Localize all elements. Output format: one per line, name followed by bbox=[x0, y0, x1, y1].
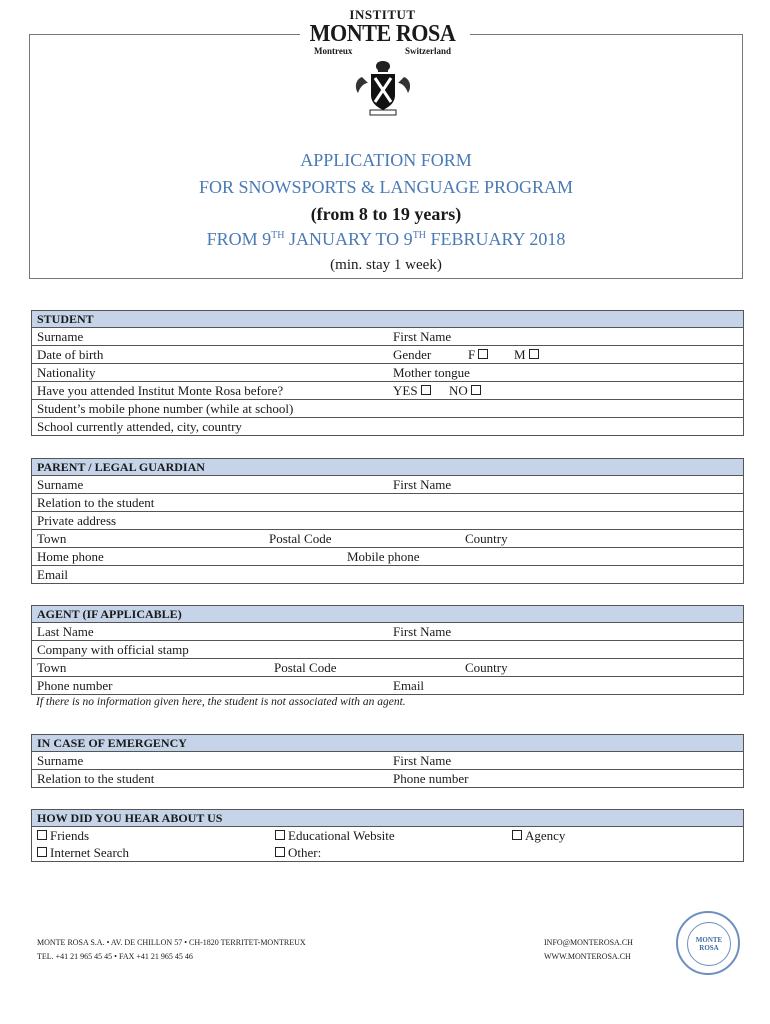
surname-label: Surname bbox=[37, 477, 84, 492]
checkbox-icon[interactable] bbox=[512, 830, 522, 840]
referral-row-2 bbox=[32, 844, 743, 861]
referral-row-1 bbox=[32, 827, 743, 844]
age-range: (from 8 to 19 years) bbox=[310, 204, 462, 224]
parent-row-relation[interactable] bbox=[32, 494, 743, 512]
first-name-label: First Name bbox=[393, 753, 452, 768]
form-title: APPLICATION FORM bbox=[300, 150, 472, 170]
option-other[interactable]: Other: bbox=[275, 844, 321, 861]
last-name-label: Last Name bbox=[37, 624, 94, 639]
company-label: Company with official stamp bbox=[37, 642, 189, 657]
checkbox-icon[interactable] bbox=[478, 349, 488, 359]
town-label: Town bbox=[37, 660, 67, 675]
email-label: Email bbox=[393, 678, 425, 693]
min-stay: (min. stay 1 week) bbox=[330, 257, 442, 273]
logo-montreux: Montreux bbox=[314, 46, 353, 56]
postal-code-label: Postal Code bbox=[269, 531, 332, 546]
option-friends[interactable]: Friends bbox=[37, 827, 89, 844]
agent-row-town[interactable] bbox=[32, 659, 743, 677]
gender-f-option[interactable]: F bbox=[468, 346, 491, 363]
agent-section bbox=[31, 605, 744, 695]
footer-website[interactable]: WWW.MONTEROSA.CH bbox=[544, 952, 631, 961]
surname-label: Surname bbox=[37, 753, 84, 768]
student-row-school[interactable] bbox=[32, 418, 743, 435]
first-name-label: First Name bbox=[393, 624, 452, 639]
first-name-label: First Name bbox=[393, 477, 452, 492]
parent-row-address[interactable] bbox=[32, 512, 743, 530]
emergency-row-name[interactable] bbox=[32, 752, 743, 770]
country-label: Country bbox=[465, 531, 508, 546]
mother-tongue-label: Mother tongue bbox=[393, 365, 470, 380]
student-row-dob[interactable] bbox=[32, 346, 743, 364]
program-title: FOR SNOWSPORTS & LANGUAGE PROGRAM bbox=[199, 177, 573, 197]
checkbox-icon[interactable] bbox=[37, 847, 47, 857]
section-header: STUDENT bbox=[32, 311, 743, 328]
parent-row-name[interactable] bbox=[32, 476, 743, 494]
attended-no-option[interactable]: NO bbox=[449, 382, 484, 399]
email-label: Email bbox=[37, 567, 69, 582]
mobile-phone-label: Mobile phone bbox=[347, 549, 420, 564]
option-internet-search[interactable]: Internet Search bbox=[37, 844, 129, 861]
agent-row-name[interactable] bbox=[32, 623, 743, 641]
student-row-nationality[interactable] bbox=[32, 364, 743, 382]
checkbox-icon[interactable] bbox=[421, 385, 431, 395]
section-header: AGENT (IF APPLICABLE) bbox=[32, 606, 743, 623]
parent-row-phone[interactable] bbox=[32, 548, 743, 566]
checkbox-icon[interactable] bbox=[529, 349, 539, 359]
footer-address: MONTE ROSA S.A. • AV. DE CHILLON 57 • CH-1820 TERRITET-MONTREUX bbox=[37, 938, 306, 947]
agent-row-company[interactable] bbox=[32, 641, 743, 659]
student-row-name[interactable] bbox=[32, 328, 743, 346]
agent-note: If there is no information given here, the student is not associated with an agent. bbox=[36, 696, 406, 708]
logo-institut: INSTITUT bbox=[349, 7, 416, 22]
agent-row-phone[interactable] bbox=[32, 677, 743, 694]
crest-icon bbox=[348, 57, 418, 117]
attended-label: Have you attended Institut Monte Rosa before? bbox=[37, 383, 284, 398]
student-section bbox=[31, 310, 744, 436]
relation-label: Relation to the student bbox=[37, 495, 155, 510]
phone-label: Phone number bbox=[37, 678, 113, 693]
institute-stamp: MONTE ROSA bbox=[676, 911, 740, 975]
emergency-section bbox=[31, 734, 744, 788]
nationality-label: Nationality bbox=[37, 365, 96, 380]
section-header: HOW DID YOU HEAR ABOUT US bbox=[32, 810, 743, 827]
country-label: Country bbox=[465, 660, 508, 675]
postal-code-label: Postal Code bbox=[274, 660, 337, 675]
first-name-label: First Name bbox=[393, 329, 452, 344]
home-phone-label: Home phone bbox=[37, 549, 104, 564]
dob-label: Date of birth bbox=[37, 347, 104, 362]
address-label: Private address bbox=[37, 513, 117, 528]
town-label: Town bbox=[37, 531, 67, 546]
checkbox-icon[interactable] bbox=[471, 385, 481, 395]
checkbox-icon[interactable] bbox=[275, 830, 285, 840]
section-header: IN CASE OF EMERGENCY bbox=[32, 735, 743, 752]
section-header: PARENT / LEGAL GUARDIAN bbox=[32, 459, 743, 476]
referral-section bbox=[31, 809, 744, 862]
surname-label: Surname bbox=[37, 329, 84, 344]
option-educational-website[interactable]: Educational Website bbox=[275, 827, 395, 844]
checkbox-icon[interactable] bbox=[37, 830, 47, 840]
logo-switzerland: Switzerland bbox=[405, 46, 451, 56]
student-row-mobile[interactable] bbox=[32, 400, 743, 418]
logo-monte-rosa: MONTE ROSA bbox=[309, 21, 456, 47]
parent-section bbox=[31, 458, 744, 584]
attended-yes-option[interactable]: YES bbox=[393, 382, 434, 399]
school-label: School currently attended, city, country bbox=[37, 419, 242, 434]
institute-logo bbox=[300, 6, 465, 120]
option-agency[interactable]: Agency bbox=[512, 827, 565, 844]
checkbox-icon[interactable] bbox=[275, 847, 285, 857]
footer-email[interactable]: INFO@MONTEROSA.CH bbox=[544, 938, 633, 947]
parent-row-town[interactable] bbox=[32, 530, 743, 548]
gender-label: Gender bbox=[393, 347, 432, 362]
gender-m-option[interactable]: M bbox=[514, 346, 542, 363]
parent-row-email[interactable] bbox=[32, 566, 743, 583]
phone-label: Phone number bbox=[393, 771, 469, 786]
student-row-attended[interactable] bbox=[32, 382, 743, 400]
student-mobile-label: Student’s mobile phone number (while at school) bbox=[37, 401, 294, 416]
relation-label: Relation to the student bbox=[37, 771, 155, 786]
footer-phone: TEL. +41 21 965 45 45 • FAX +41 21 965 45 46 bbox=[37, 952, 193, 961]
program-dates: FROM 9TH JANUARY TO 9TH FEBRUARY 2018 bbox=[206, 229, 566, 249]
emergency-row-relation[interactable] bbox=[32, 770, 743, 787]
